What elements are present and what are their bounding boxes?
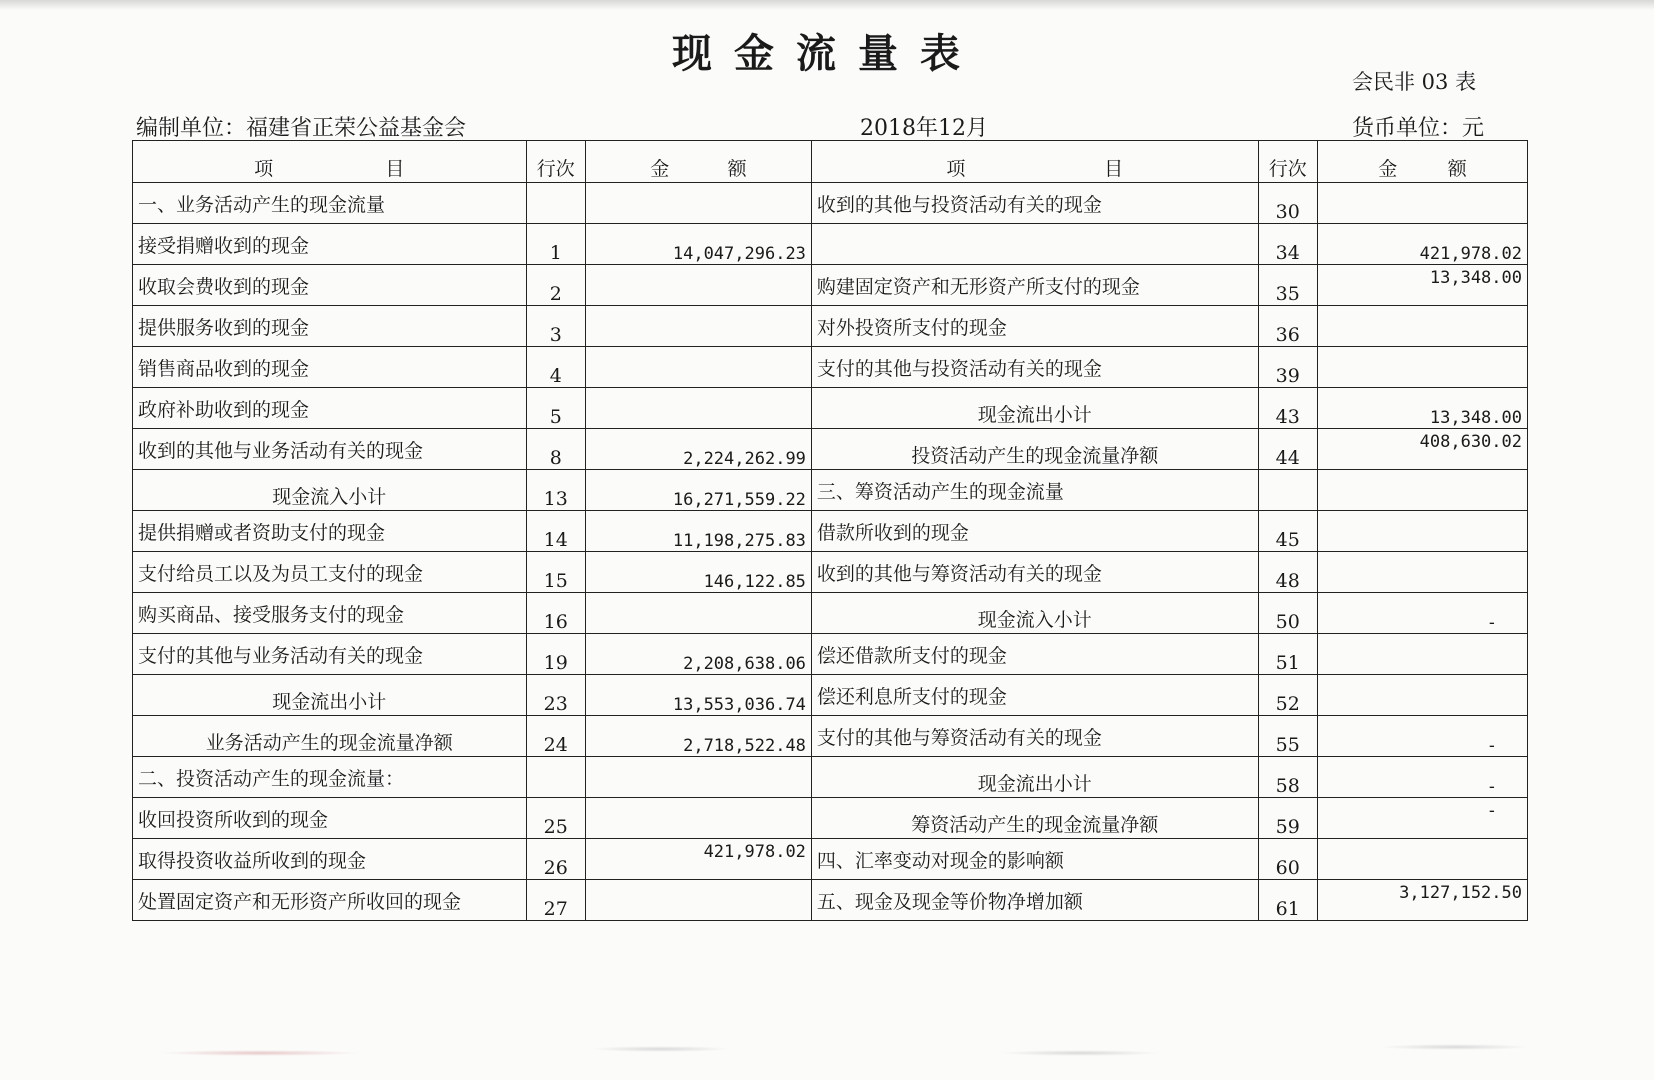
left-amount: 2,224,262.99 [585, 429, 811, 470]
table-row [133, 224, 1528, 265]
left-line-no: 3 [526, 306, 585, 347]
scan-smudge [1380, 1044, 1530, 1050]
left-amount: 14,047,296.23 [585, 224, 811, 265]
left-line-no: 8 [526, 429, 585, 470]
right-subtotal-label: 现金流入小计 [811, 593, 1258, 634]
left-amount: 16,271,559.22 [585, 470, 811, 511]
left-amount: 2,718,522.48 [585, 716, 811, 757]
right-amount: 421,978.02 [1317, 224, 1527, 265]
left-line-no [526, 757, 585, 798]
right-amount [1317, 347, 1527, 388]
right-amount: - [1317, 716, 1527, 757]
left-amount [585, 593, 811, 634]
left-amount: 2,208,638.06 [585, 634, 811, 675]
right-item: 收到的其他与投资活动有关的现金 [811, 183, 1258, 224]
right-line-no: 39 [1258, 347, 1317, 388]
table-row [133, 593, 1528, 634]
left-item: 收取会费收到的现金 [133, 265, 527, 306]
right-amount: - [1317, 593, 1527, 634]
left-line-no: 2 [526, 265, 585, 306]
right-amount [1317, 839, 1527, 880]
left-line-no: 5 [526, 388, 585, 429]
right-line-no: 48 [1258, 552, 1317, 593]
right-section-heading: 五、现金及现金等价物净增加额 [811, 880, 1258, 921]
left-item: 提供捐赠或者资助支付的现金 [133, 511, 527, 552]
left-item: 支付的其他与业务活动有关的现金 [133, 634, 527, 675]
left-amount [585, 265, 811, 306]
right-line-no: 59 [1258, 798, 1317, 839]
left-line-no: 15 [526, 552, 585, 593]
left-line-no: 27 [526, 880, 585, 921]
currency-unit: 货币单位：元 [1352, 116, 1485, 141]
right-item: 偿还利息所支付的现金 [811, 675, 1258, 716]
left-line-no: 4 [526, 347, 585, 388]
table-row [133, 880, 1528, 921]
left-line-no: 23 [526, 675, 585, 716]
right-line-no: 30 [1258, 183, 1317, 224]
header-item-left: 项 目 [133, 141, 527, 183]
left-amount [585, 757, 811, 798]
right-subtotal-label: 现金流出小计 [811, 757, 1258, 798]
right-net-label: 投资活动产生的现金流量净额 [811, 429, 1258, 470]
right-line-no: 61 [1258, 880, 1317, 921]
left-subtotal-label: 现金流入小计 [133, 470, 527, 511]
right-amount: - [1317, 798, 1527, 839]
table-row [133, 757, 1528, 798]
right-line-no: 60 [1258, 839, 1317, 880]
right-line-no: 58 [1258, 757, 1317, 798]
table-row [133, 798, 1528, 839]
right-amount [1317, 634, 1527, 675]
left-line-no: 19 [526, 634, 585, 675]
right-item [811, 224, 1258, 265]
left-amount: 13,553,036.74 [585, 675, 811, 716]
right-line-no: 34 [1258, 224, 1317, 265]
right-line-no: 45 [1258, 511, 1317, 552]
right-line-no: 55 [1258, 716, 1317, 757]
right-amount [1317, 183, 1527, 224]
header-line-right: 行次 [1258, 141, 1317, 183]
table-row [133, 634, 1528, 675]
header-amount-right: 金 额 [1317, 141, 1527, 183]
right-line-no: 50 [1258, 593, 1317, 634]
right-amount: 13,348.00 [1317, 265, 1527, 306]
left-net-label: 业务活动产生的现金流量净额 [133, 716, 527, 757]
left-item: 购买商品、接受服务支付的现金 [133, 593, 527, 634]
left-item: 收回投资所收到的现金 [133, 798, 527, 839]
table-row [133, 675, 1528, 716]
left-subtotal-label: 现金流出小计 [133, 675, 527, 716]
scan-smudge [1000, 1050, 1160, 1056]
left-amount: 11,198,275.83 [585, 511, 811, 552]
left-item: 提供服务收到的现金 [133, 306, 527, 347]
left-line-no: 26 [526, 839, 585, 880]
preparer-unit: 编制单位：福建省正荣公益基金会 [136, 116, 467, 141]
scan-smudge [160, 1050, 360, 1056]
table-row [133, 511, 1528, 552]
table-row [133, 306, 1528, 347]
right-item: 收到的其他与筹资活动有关的现金 [811, 552, 1258, 593]
table-row [133, 347, 1528, 388]
right-item: 购建固定资产和无形资产所支付的现金 [811, 265, 1258, 306]
right-amount: - [1317, 757, 1527, 798]
right-net-label: 筹资活动产生的现金流量净额 [811, 798, 1258, 839]
right-amount: 13,348.00 [1317, 388, 1527, 429]
scan-smudge [590, 1046, 730, 1052]
right-line-no: 35 [1258, 265, 1317, 306]
left-line-no: 24 [526, 716, 585, 757]
left-line-no: 1 [526, 224, 585, 265]
header-line-left: 行次 [526, 141, 585, 183]
left-item: 销售商品收到的现金 [133, 347, 527, 388]
left-section-heading: 二、投资活动产生的现金流量： [133, 757, 527, 798]
table-row [133, 716, 1528, 757]
left-line-no: 14 [526, 511, 585, 552]
right-line-no: 51 [1258, 634, 1317, 675]
left-item: 处置固定资产和无形资产所收回的现金 [133, 880, 527, 921]
table-row [133, 265, 1528, 306]
form-code: 会民非 03 表 [1352, 70, 1477, 94]
table-row [133, 183, 1528, 224]
left-item: 一、业务活动产生的现金流量 [133, 183, 527, 224]
table-row [133, 429, 1528, 470]
right-item: 支付的其他与筹资活动有关的现金 [811, 716, 1258, 757]
right-item: 偿还借款所支付的现金 [811, 634, 1258, 675]
left-item: 取得投资收益所收到的现金 [133, 839, 527, 880]
right-line-no: 52 [1258, 675, 1317, 716]
left-amount [585, 880, 811, 921]
right-section-heading: 四、汇率变动对现金的影响额 [811, 839, 1258, 880]
header-amount-left: 金 额 [585, 141, 811, 183]
right-subtotal-label: 现金流出小计 [811, 388, 1258, 429]
right-line-no: 36 [1258, 306, 1317, 347]
left-amount [585, 183, 811, 224]
right-amount: 408,630.02 [1317, 429, 1527, 470]
table-row [133, 470, 1528, 511]
left-amount [585, 798, 811, 839]
right-amount [1317, 470, 1527, 511]
right-line-no: 44 [1258, 429, 1317, 470]
right-amount [1317, 306, 1527, 347]
left-line-no: 16 [526, 593, 585, 634]
left-amount: 146,122.85 [585, 552, 811, 593]
right-item: 借款所收到的现金 [811, 511, 1258, 552]
report-period: 2018年12月 [860, 116, 988, 141]
left-amount: 421,978.02 [585, 839, 811, 880]
right-item: 对外投资所支付的现金 [811, 306, 1258, 347]
right-line-no [1258, 470, 1317, 511]
right-item: 支付的其他与投资活动有关的现金 [811, 347, 1258, 388]
document-title: 现金流量表 [672, 30, 982, 77]
cash-flow-table [132, 140, 1528, 921]
table-header-row [133, 141, 1528, 183]
left-amount [585, 306, 811, 347]
right-section-heading: 三、筹资活动产生的现金流量 [811, 470, 1258, 511]
left-item: 接受捐赠收到的现金 [133, 224, 527, 265]
right-amount [1317, 675, 1527, 716]
left-amount [585, 347, 811, 388]
table-row [133, 839, 1528, 880]
table-row [133, 388, 1528, 429]
left-item: 支付给员工以及为员工支付的现金 [133, 552, 527, 593]
table-row [133, 552, 1528, 593]
header-item-right: 项 目 [811, 141, 1258, 183]
right-amount [1317, 511, 1527, 552]
left-line-no: 25 [526, 798, 585, 839]
left-line-no [526, 183, 585, 224]
right-amount [1317, 552, 1527, 593]
left-amount [585, 388, 811, 429]
left-line-no: 13 [526, 470, 585, 511]
left-item: 收到的其他与业务活动有关的现金 [133, 429, 527, 470]
right-amount: 3,127,152.50 [1317, 880, 1527, 921]
left-item: 政府补助收到的现金 [133, 388, 527, 429]
right-line-no: 43 [1258, 388, 1317, 429]
paper-edge-shadow [0, 0, 1654, 10]
